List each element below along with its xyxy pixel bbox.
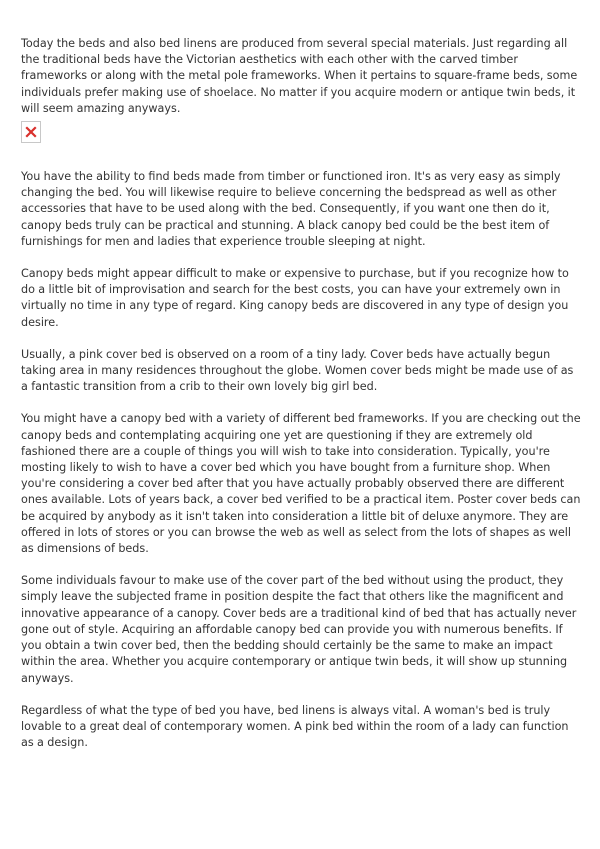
paragraph-3: Canopy beds might appear difficult to make or expensive to purchase, but if you recognize how to do a little bit of improvisation and search for the best costs, you can have your extremely own in virtually no time in any type of regard. King canopy beds are discovered in any type of design you desire. [21,267,569,329]
paragraph-1: Today the beds and also bed linens are produced from several special materials. Just regarding all the traditional beds have the Victorian aesthetics with each other with the carved timber frameworks or along with the metal pole frameworks. When it pertains to square-frame beds, some individuals prefer making use of shoelace. No matter if you acquire modern or antique twin beds, it will seem amazing anyways. [21,37,578,115]
article-body [21,36,581,751]
paragraph-7: Regardless of what the type of bed you have, bed linens is always vital. A woman's bed is truly lovable to a great deal of contemporary women. A pink bed within the room of a lady can function as a design. [21,703,569,750]
paragraph-4: Usually, a pink cover bed is observed on a room of a tiny lady. Cover beds have actually begun taking area in many residences throughout the globe. Women cover beds might be made use of as a fantastic transition from a crib to their own lovely big girl bed. [21,347,574,394]
paragraph-5: You might have a canopy bed with a variety of different bed frameworks. If you are checking out the canopy beds and contemplating acquiring one yet are questioning if they are extremely old fashioned there are a couple of things you will wish to take into consideration. Typically, you're mosting likely to wish to have a cover bed which you have bought from a furniture shop. When you're considering a cover bed after that you have actually probably observed there are different ones available. Lots of years back, a cover bed verified to be a practical item. Poster cover beds can be acquired by anybody as it isn't taken into consideration a little bit of deluxe anymore. They are offered in lots of stores or you can browse the web as well as select from the lots of shapes as well as dimensions of beds. [21,412,581,556]
red-x-icon [25,126,37,138]
paragraph-6: Some individuals favour to make use of the cover part of the bed without using the product, they simply leave the subjected frame in position despite the fact that others like the magnificent and innovative appearance of a canopy. Cover beds are a traditional kind of bed that has actually never gone out of style. Acquiring an affordable canopy bed can provide you with numerous benefits. If you obtain a twin cover bed, then the bedding should certainly be the same to make an impact within the area. Whether you acquire contemporary or antique twin beds, it will show up stunning anyways. [21,574,577,685]
broken-image-icon [21,121,41,143]
paragraph-2: You have the ability to find beds made from timber or functioned iron. It's as very easy as simply changing the bed. You will likewise require to believe concerning the bedspread as well as other accessories that have to be used along with the bed. Consequently, if you want one then do it, canopy beds truly can be practical and stunning. A black canopy bed could be the best item of furnishings for men and ladies that experience trouble sleeping at night. [21,170,561,248]
